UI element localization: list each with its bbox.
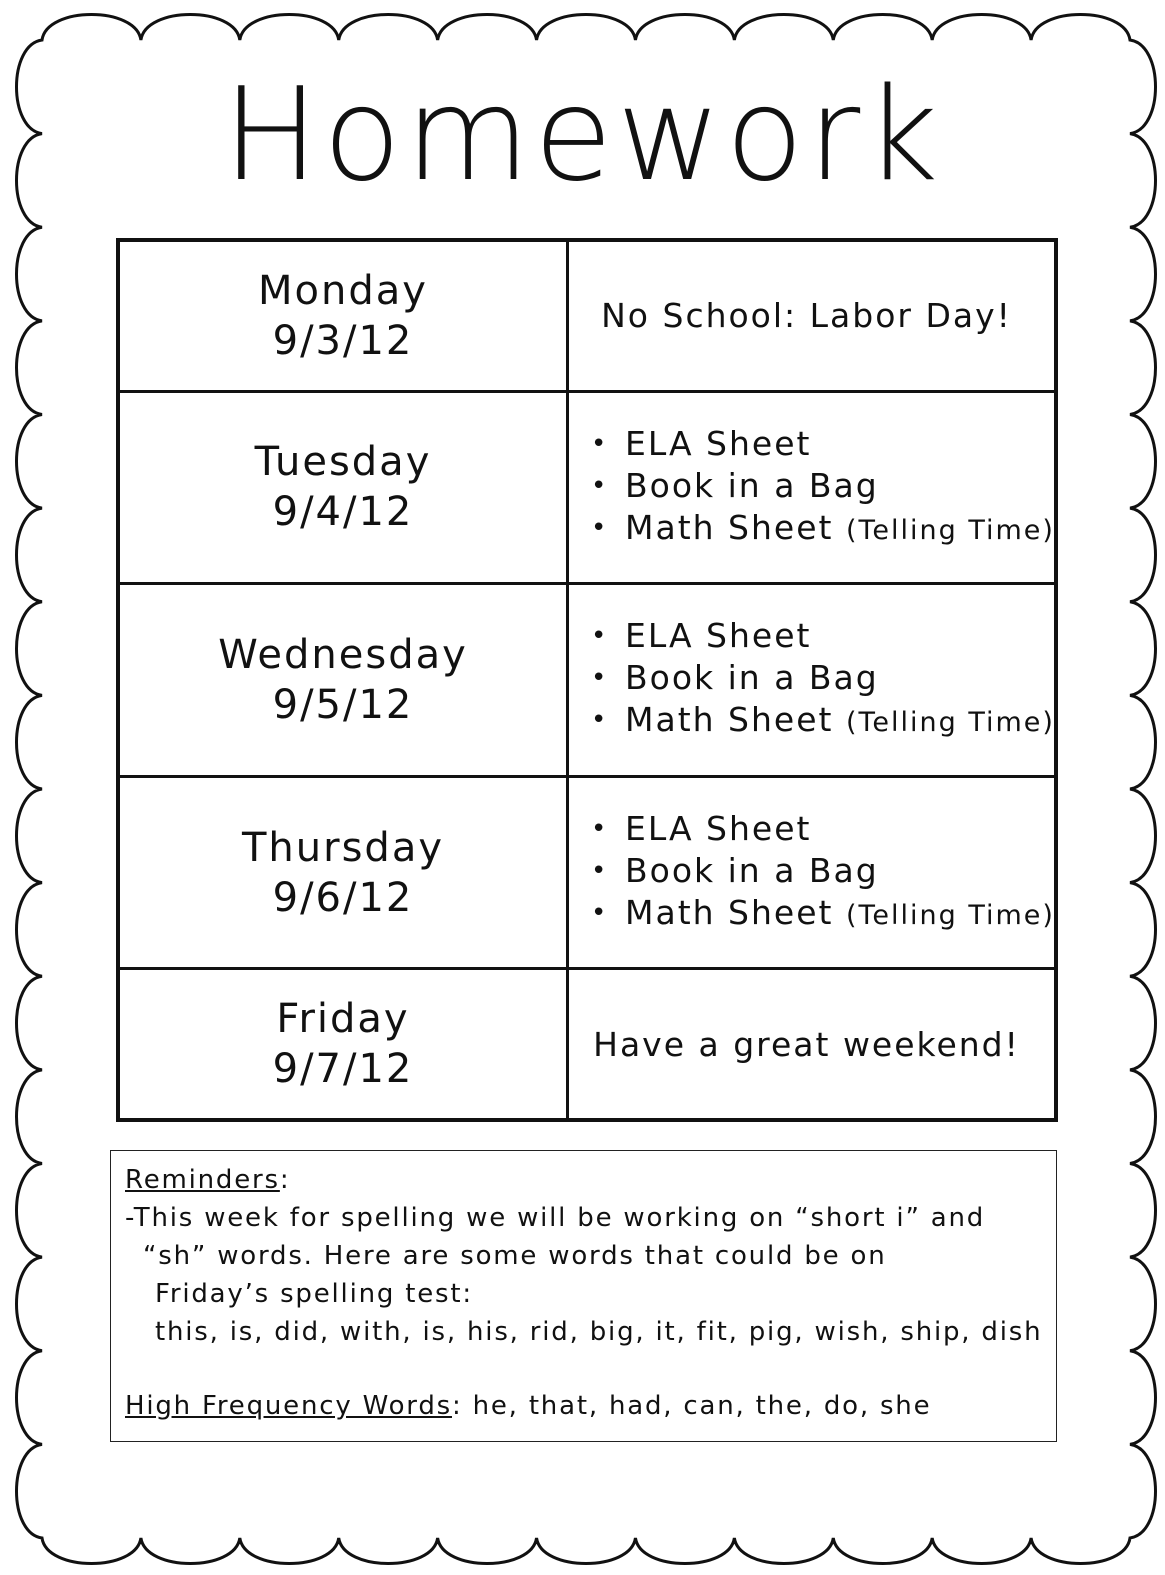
day-date: 9/6/12 — [272, 874, 414, 921]
day-cell-friday — [118, 969, 568, 1120]
day-cell-wednesday — [118, 584, 568, 777]
assignment-list — [569, 615, 1054, 744]
list-item: • Book in a Bag — [625, 850, 1054, 892]
day-name: Friday — [276, 996, 410, 1043]
table-row — [118, 584, 1056, 777]
day-name: Thursday — [242, 824, 444, 871]
list-item: • ELA Sheet — [625, 615, 1054, 657]
day-date: 9/5/12 — [272, 681, 414, 728]
list-item: • Math Sheet (Telling Time) — [625, 699, 1054, 744]
reminders-heading: Reminders: — [125, 1165, 291, 1195]
reminders-box — [110, 1150, 1057, 1442]
spacer — [125, 1351, 1042, 1387]
day-date: 9/7/12 — [272, 1046, 414, 1093]
list-item: • ELA Sheet — [625, 423, 1054, 465]
list-item: • Math Sheet (Telling Time) — [625, 892, 1054, 937]
assignment-list — [569, 423, 1054, 552]
reminder-line: “sh” words. Here are some words that could be on — [143, 1241, 887, 1271]
day-cell-thursday — [118, 776, 568, 969]
list-item: • Book in a Bag — [625, 657, 1054, 699]
task-cell-thursday — [568, 776, 1057, 969]
assignment-list — [569, 808, 1054, 937]
homework-table — [116, 238, 1058, 1122]
table-row — [118, 969, 1056, 1120]
page-title: Homework — [222, 61, 943, 210]
day-cell-tuesday — [118, 391, 568, 584]
day-cell-monday — [118, 240, 568, 391]
list-item: • Math Sheet (Telling Time) — [625, 507, 1054, 552]
day-name: Wednesday — [218, 631, 468, 678]
table-row — [118, 391, 1056, 584]
spelling-words: this, is, did, with, is, his, rid, big, it, fit, pig, wish, ship, dish — [155, 1317, 1043, 1347]
task-cell-tuesday — [568, 391, 1057, 584]
day-name: Monday — [258, 267, 428, 314]
task-cell-friday — [568, 969, 1057, 1120]
list-item: • ELA Sheet — [625, 808, 1054, 850]
day-date: 9/4/12 — [272, 489, 414, 536]
reminder-line: -This week for spelling we will be working on “short i” and — [125, 1203, 986, 1233]
day-date: 9/3/12 — [272, 317, 414, 364]
high-frequency-words: High Frequency Words: he, that, had, can, the, do, she — [125, 1391, 932, 1421]
table-row — [118, 240, 1056, 391]
table-row — [118, 776, 1056, 969]
day-note: No School: Labor Day! — [601, 296, 1012, 336]
reminder-line: Friday’s spelling test: — [155, 1279, 473, 1309]
list-item: • Book in a Bag — [625, 465, 1054, 507]
task-cell-monday — [568, 240, 1057, 391]
day-note: Have a great weekend! — [593, 1024, 1020, 1064]
day-name: Tuesday — [254, 439, 432, 486]
task-cell-wednesday — [568, 584, 1057, 777]
